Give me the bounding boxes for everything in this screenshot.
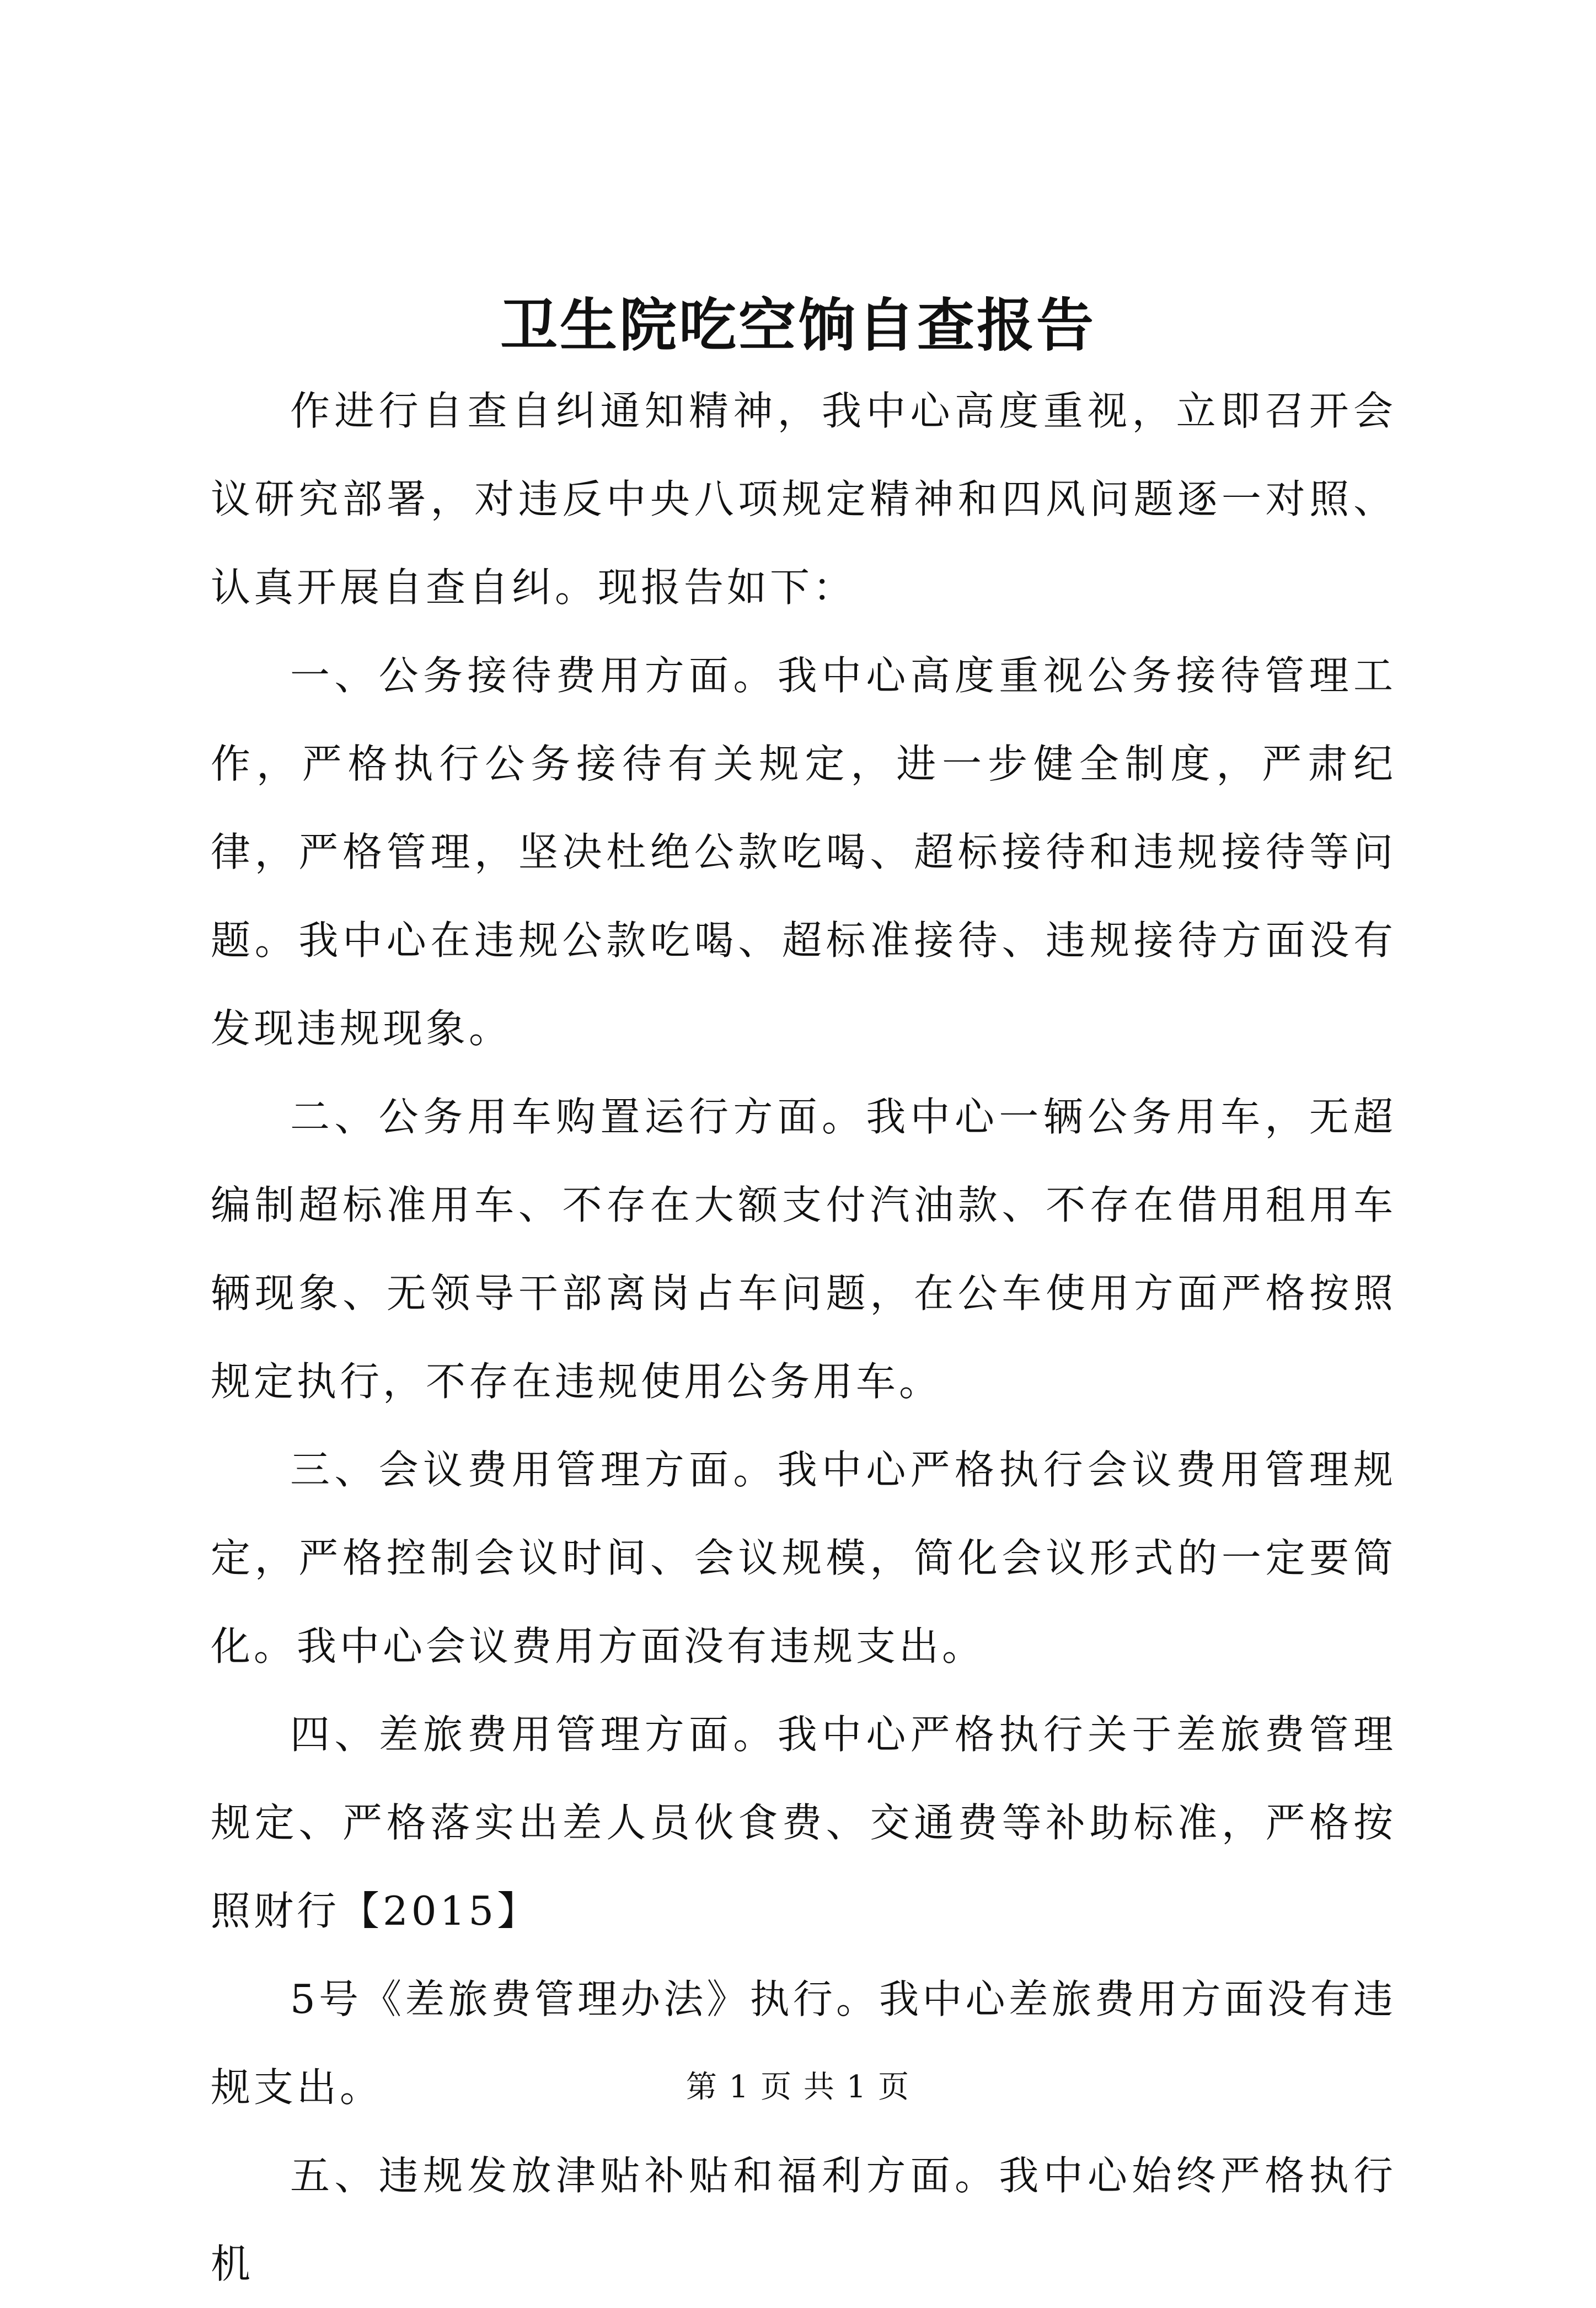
paragraph-intro: 作进行自查自纠通知精神，我中心高度重视，立即召开会议研究部署，对违反中央八项规定精神和四风问题逐一对照、认真开展自查自纠。现报告如下： xyxy=(211,388,1396,611)
document-body xyxy=(211,367,1396,2308)
paragraph-official-vehicles: 二、公务用车购置运行方面。我中心一辆公务用车，无超编制超标准用车、不存在大额支付汽油款、不存在借用租用车辆现象、无领导干部离岗占车问题，在公车使用方面严格按照规定执行，不存在违规使用公务用车。 xyxy=(211,1094,1396,1405)
page-number-footer: 第 1 页 共 1 页 xyxy=(685,2069,911,2105)
paragraph-travel-costs: 四、差旅费用管理方面。我中心严格执行关于差旅费管理规定、严格落实出差人员伙食费、交通费等补助标准，严格按照财行【2015】 xyxy=(211,1711,1396,1934)
paragraph-reception-costs: 一、公务接待费用方面。我中心高度重视公务接待管理工作，严格执行公务接待有关规定，进一步健全制度，严肃纪律，严格管理，坚决杜绝公款吃喝、超标接待和违规接待等问题。我中心在违规公款吃喝、超标准接待、违规接待方面没有发现违规现象。 xyxy=(211,652,1396,1052)
document-title: 卫生院吃空饷自查报告 xyxy=(500,291,1096,359)
paragraph-travel-costs-continued: 5号《差旅费管理办法》执行。我中心差旅费用方面没有违规支出。 xyxy=(211,1976,1396,2111)
paragraph-allowances: 五、违规发放津贴补贴和福利方面。我中心始终严格执行机 xyxy=(211,2152,1396,2287)
paragraph-meeting-costs: 三、会议费用管理方面。我中心严格执行会议费用管理规定，严格控制会议时间、会议规模，简化会议形式的一定要简化。我中心会议费用方面没有违规支出。 xyxy=(211,1447,1396,1669)
